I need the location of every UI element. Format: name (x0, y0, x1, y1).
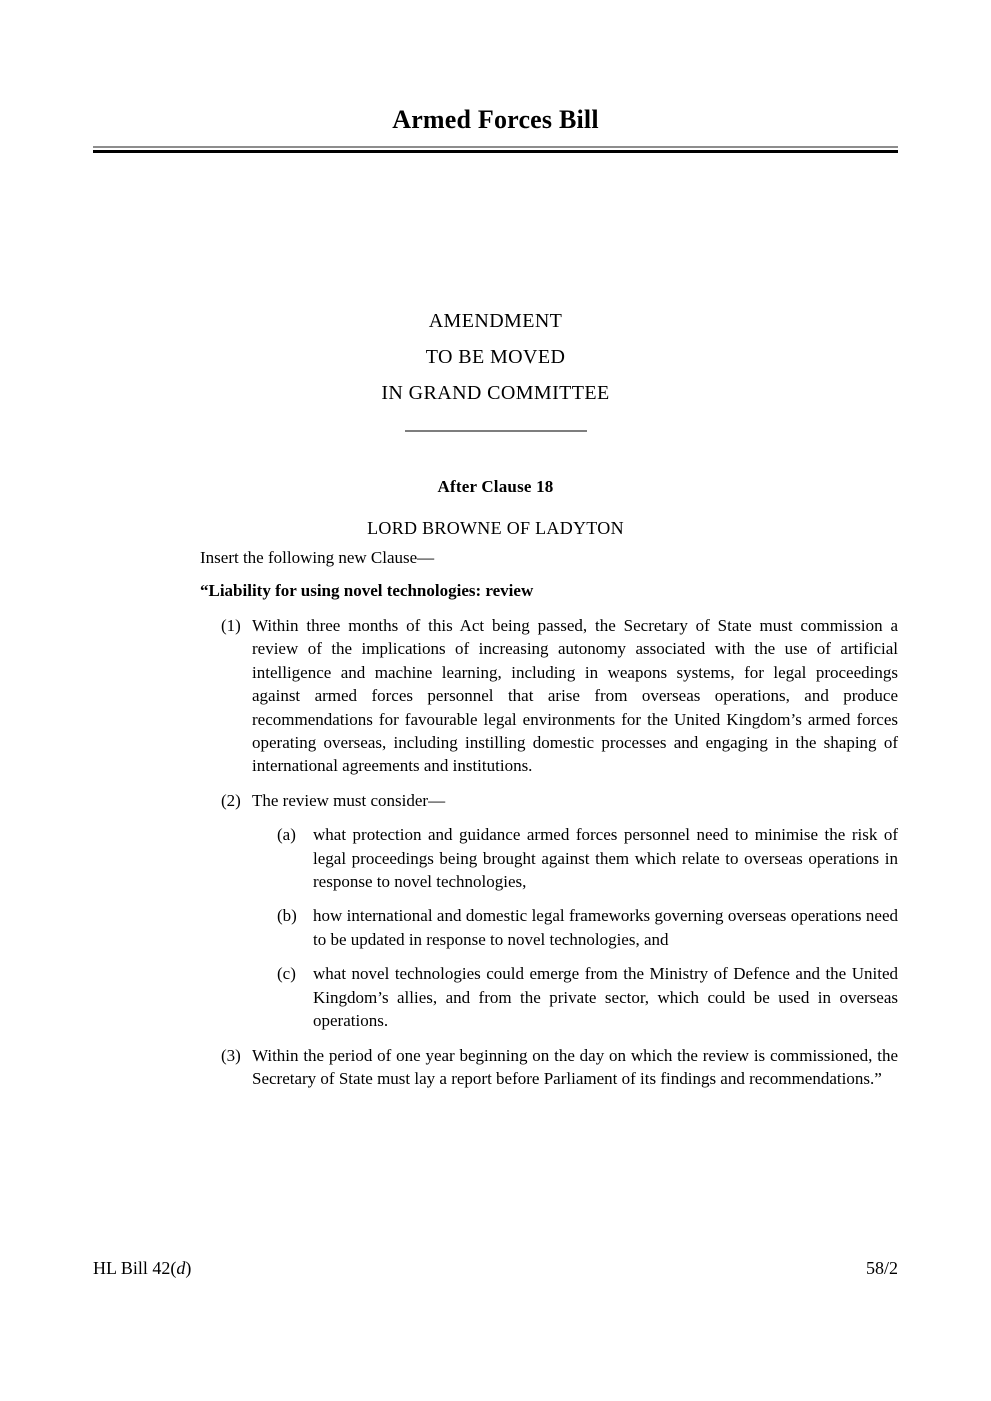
amendment-header-line-3: IN GRAND COMMITTEE (381, 382, 610, 404)
section-divider (93, 430, 898, 432)
new-clause-title: “Liability for using novel technologies: review (200, 581, 534, 600)
masthead-rule-thick (93, 150, 898, 153)
provision-marker: (2) (221, 790, 241, 810)
amendment-sponsor: LORD BROWNE OF LADYTON (367, 518, 624, 538)
provision-submarker: (b) (277, 906, 297, 926)
provision-submarker: (c) (277, 964, 296, 984)
bill-reference-prefix: HL Bill 42( (93, 1258, 177, 1278)
provision-text: Within three months of this Act being passed, the Secretary of State must commission a review of the implications of increasing autonomy associated with the use of artificial intelligence and machine learning, including in weapons systems, for legal proceedings against armed forces personnel that arise from overseas operations, and produce recommendations for favourable legal environments for the United Kingdom’s armed forces operating overseas, including instilling domestic processes and engaging in the shaping of international agreements and institutions. (252, 616, 898, 776)
amendment-header-line-1: AMENDMENT (428, 310, 563, 332)
provision-submarker: (a) (277, 825, 296, 845)
insert-instruction: Insert the following new Clause— (200, 548, 435, 567)
clause-heading: After Clause 18 (437, 477, 554, 496)
page-title: Armed Forces Bill (392, 105, 599, 134)
amendment-header-line-2: TO BE MOVED (425, 346, 566, 368)
provision-text: The review must consider— (252, 790, 446, 810)
provision-marker: (1) (221, 616, 241, 635)
amendment-body (200, 546, 898, 1101)
masthead (93, 104, 898, 153)
section-divider-rule (405, 430, 587, 432)
masthead-double-rule (93, 146, 898, 153)
page-number: 58/2 (865, 1258, 898, 1278)
provision-subtext: how international and domestic legal frameworks governing overseas operations need to be updated in response to novel technologies, and (313, 906, 898, 949)
provision-text: Within the period of one year beginning on the day on which the review is commissioned, the Secretary of State must lay a report before Parliament of its findings and recommendations.” (252, 1045, 898, 1088)
provision-item (200, 614, 898, 778)
provision-subitem (200, 962, 898, 1032)
bill-reference-letter: d (176, 1258, 186, 1278)
amendment-header (93, 303, 898, 432)
provision-sublist (200, 823, 898, 1032)
provision-subitem (200, 823, 898, 893)
provision-subtext: what novel technologies could emerge from the Ministry of Defence and the United Kingdom’s allies, and from the private sector, which could be used in overseas operations. (313, 964, 898, 1031)
bill-reference (93, 1258, 191, 1279)
page-footer (93, 1258, 898, 1279)
provision-item (200, 789, 898, 812)
provision-subitem (200, 904, 898, 951)
provision-subtext: what protection and guidance armed forces personnel need to minimise the risk of legal proceedings being brought against them which relate to overseas operations in response to novel technologies, (313, 825, 898, 892)
bill-reference-suffix: ) (185, 1258, 192, 1278)
provision-item (200, 1044, 898, 1091)
provision-marker: (3) (221, 1045, 241, 1065)
